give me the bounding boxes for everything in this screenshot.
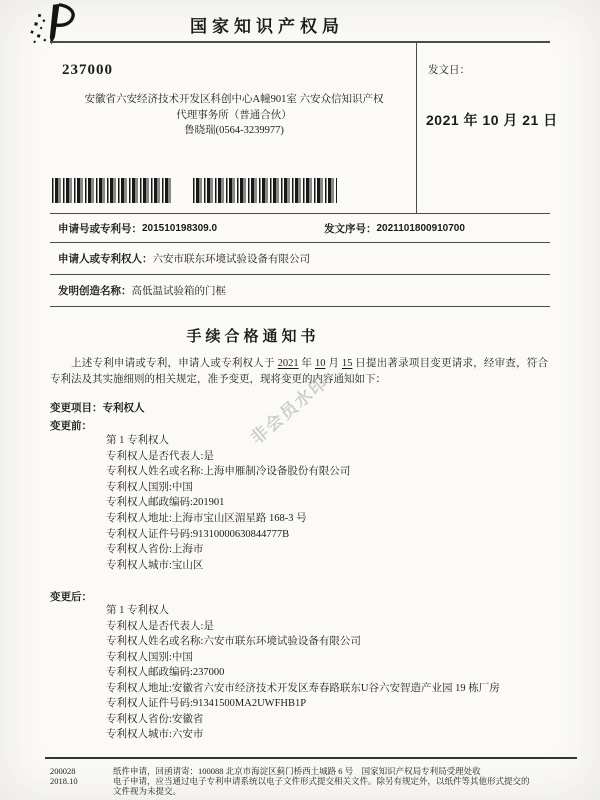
patentee-after-block	[106, 603, 500, 743]
patentee-heading: 第 1 专利权人	[106, 435, 169, 446]
table-row-applicant	[50, 242, 550, 274]
paragraph-segment: 日提出著录项目变更请求，经审查，符合专利法及其实施细则的相关规定，准予变更，现将变更的内容通知如下：	[50, 358, 549, 385]
footer-form-codes	[50, 767, 78, 787]
date-box-divider	[416, 41, 417, 213]
detail-line: 专利权人国别:中国	[106, 481, 193, 493]
footer-line-1: 纸件申请，回函请寄：100088 北京市海淀区蓟门桥西土城路 6 号 国家知识产权局专利局受理处收	[113, 766, 481, 776]
detail-line: 专利权人证件号码:91310000630844777B	[106, 528, 290, 540]
footer-code-1: 200028	[50, 766, 76, 776]
issue-date-value: 2021 年 10 月 21 日	[426, 112, 558, 128]
change-item-line: 变更项目：专利权人	[50, 403, 145, 414]
footer-line-2: 电子申请，应当通过电子专利申请系统以电子文件形式提交相关文件。除另有规定外，以纸件等其他形式提交的	[113, 775, 530, 786]
serial-no-value: 2021101800910700	[376, 222, 465, 234]
barcode-1	[52, 178, 173, 203]
change-after-label: 变更后：	[50, 592, 92, 603]
serial-group	[324, 214, 465, 242]
header-divider	[50, 41, 550, 43]
paragraph-segment: 上述专利申请或专利，申请人或专利权人于	[71, 358, 278, 369]
table-row-invention	[50, 274, 550, 306]
footer-instructions	[113, 767, 583, 796]
applicant-value: 六安市联东环境试验设备有限公司	[152, 254, 310, 265]
change-day: 15	[341, 358, 353, 369]
detail-line: 专利权人姓名或名称:六安市联东环境试验设备有限公司	[106, 636, 361, 647]
info-table	[50, 213, 550, 307]
change-year: 2021	[277, 358, 299, 369]
detail-line: 专利权人地址:上海市宝山区湄星路 168-3 号	[106, 512, 307, 524]
table-row-application	[50, 214, 550, 242]
recipient-address	[54, 92, 414, 139]
patentee-before-block	[106, 433, 350, 573]
paragraph-segment: 月	[325, 358, 342, 369]
detail-line: 专利权人是否代表人:是	[106, 450, 214, 462]
detail-line: 专利权人邮政编码:201901	[106, 497, 225, 509]
notice-title: 手续合格通知书	[186, 329, 320, 345]
detail-line: 专利权人证件号码:91341500MA2UWFHB1P	[106, 698, 307, 709]
application-no-label: 申请号或专利号：	[58, 223, 142, 235]
watermark-text: 非会员水印	[247, 372, 333, 448]
detail-line: 专利权人省份:上海市	[106, 544, 204, 556]
paragraph-segment: 年	[298, 358, 315, 369]
detail-line: 专利权人省份:安徽省	[106, 713, 204, 725]
address-line-1: 安徽省六安经济技术开发区科创中心A幢901室 六安众信知识产权	[84, 94, 384, 105]
applicant-label: 申请人或专利权人：	[58, 254, 153, 265]
detail-line: 专利权人城市:宝山区	[106, 559, 204, 571]
address-line-3: 鲁晓瑞(0564-3239977)	[184, 125, 284, 136]
footer-divider	[45, 757, 577, 759]
invention-value: 高低温试验箱的门框	[131, 286, 226, 297]
detail-line: 专利权人姓名或名称:上海申雁制冷设备股份有限公司	[106, 466, 351, 478]
change-month: 10	[314, 358, 326, 369]
detail-line: 专利权人邮政编码:237000	[106, 667, 225, 678]
application-no-value: 201510198309.0	[142, 222, 218, 234]
change-before-label: 变更前：	[50, 421, 92, 432]
patentee-heading: 第 1 专利权人	[106, 605, 169, 616]
footer-line-3: 文件视为未提交。	[113, 785, 182, 796]
detail-line: 专利权人地址:安徽省六安市经济技术开发区寿春路联东U谷六安智造产业园 19 栋厂房	[106, 682, 500, 694]
detail-line: 专利权人国别:中国	[106, 651, 193, 663]
serial-no-label: 发文序号：	[324, 223, 377, 235]
barcode-2	[193, 178, 337, 203]
issue-date-label: 发文日：	[428, 65, 470, 76]
detail-line: 专利权人城市:六安市	[106, 729, 204, 740]
invention-label: 发明创造名称：	[58, 286, 132, 297]
footer-code-2: 2018.10	[50, 775, 78, 786]
detail-line: 专利权人是否代表人:是	[106, 620, 214, 632]
address-line-2: 代理事务所（普通合伙）	[176, 109, 292, 121]
agency-title: 国家知识产权局	[190, 17, 344, 36]
recipient-postal-code: 237000	[62, 62, 113, 78]
